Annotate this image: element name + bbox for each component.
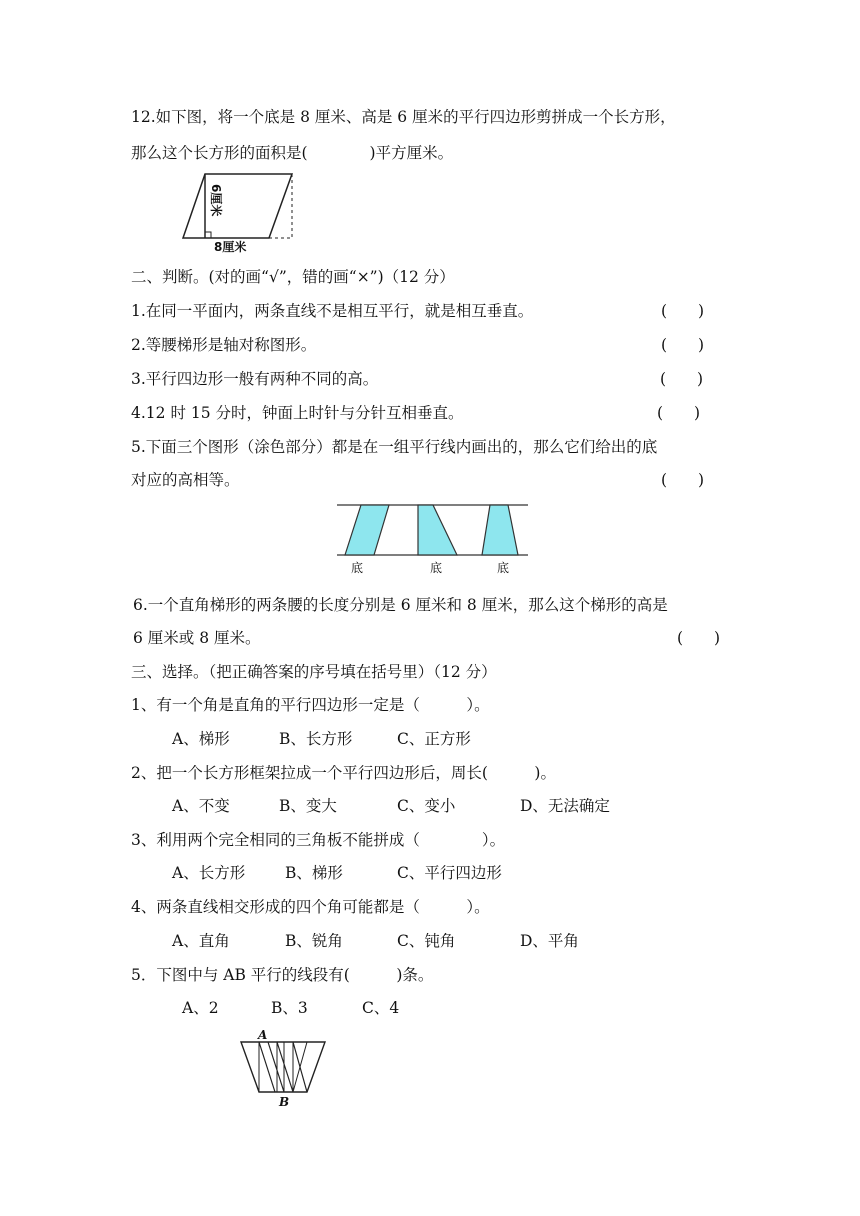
choice-1-option-a[interactable]: A、梯形 bbox=[172, 730, 230, 748]
section3-title: 三、选择。（把正确答案的序号填在括号里）（12 分） bbox=[131, 663, 497, 681]
trapezoid-segments-figure bbox=[236, 1028, 330, 1108]
point-b-label: B bbox=[279, 1095, 290, 1109]
choice-3-option-c[interactable]: C、平行四边形 bbox=[397, 864, 502, 882]
choice-5-option-c[interactable]: C、4 bbox=[362, 999, 400, 1017]
choice-2-option-c[interactable]: C、变小 bbox=[397, 797, 456, 815]
shaded-trapezoid-right bbox=[418, 505, 457, 555]
choice-question-1: 1、有一个角是直角的平行四边形一定是（ ）。 bbox=[131, 696, 490, 714]
judge-item-5-line-2: 对应的高相等。 bbox=[131, 471, 240, 489]
choice-3-option-a[interactable]: A、长方形 bbox=[172, 864, 246, 882]
choice-5-option-a[interactable]: A、2 bbox=[182, 999, 219, 1017]
q12-line-1: 12.如下图，将一个底是 8 厘米、高是 6 厘米的平行四边形剪拼成一个长方形， bbox=[131, 108, 676, 126]
segment-ab bbox=[268, 1042, 284, 1092]
choice-1-option-c[interactable]: C、正方形 bbox=[397, 730, 471, 748]
shaded-parallelogram bbox=[345, 505, 389, 555]
choice-question-2: 2、把一个长方形框架拉成一个平行四边形后，周长( )。 bbox=[131, 764, 556, 782]
outer-trapezoid bbox=[241, 1042, 325, 1092]
point-a-label: A bbox=[258, 1028, 268, 1042]
base-label-1: 底 bbox=[351, 561, 364, 575]
choice-4-option-a[interactable]: A、直角 bbox=[172, 932, 230, 950]
choice-4-option-b[interactable]: B、锐角 bbox=[285, 932, 343, 950]
judge-item-5-line-1: 5.下面三个图形（涂色部分）都是在一组平行线内画出的，那么它们给出的底 bbox=[131, 438, 658, 456]
shaded-trapezoid-isosceles bbox=[482, 505, 518, 555]
parallel-lines-figure bbox=[337, 500, 531, 578]
parallelogram-figure bbox=[180, 172, 300, 254]
choice-1-option-b[interactable]: B、长方形 bbox=[279, 730, 353, 748]
height-label: 6厘米 bbox=[209, 184, 223, 217]
judge-answer-1[interactable]: ( ) bbox=[661, 302, 705, 320]
right-angle-mark bbox=[205, 232, 211, 238]
judge-item-6-line-2: 6 厘米或 8 厘米。 bbox=[133, 629, 261, 647]
diagonal-2 bbox=[277, 1042, 293, 1092]
judge-answer-5[interactable]: ( ) bbox=[661, 471, 705, 489]
choice-5-option-b[interactable]: B、3 bbox=[271, 999, 308, 1017]
base-label-2: 底 bbox=[430, 561, 443, 575]
judge-answer-4[interactable]: ( ) bbox=[657, 404, 701, 422]
parallelogram-shape bbox=[183, 174, 292, 238]
q12-line-2: 那么这个长方形的面积是( )平方厘米。 bbox=[131, 144, 454, 162]
base-label: 8厘米 bbox=[214, 240, 247, 254]
judge-answer-3[interactable]: ( ) bbox=[660, 370, 704, 388]
choice-question-5: 5．下图中与 AB 平行的线段有( )条。 bbox=[131, 966, 434, 984]
choice-4-option-d[interactable]: D、平角 bbox=[520, 932, 579, 950]
judge-answer-2[interactable]: ( ) bbox=[661, 336, 705, 354]
judge-item-3: 3.平行四边形一般有两种不同的高。 bbox=[131, 370, 379, 388]
choice-3-option-b[interactable]: B、梯形 bbox=[285, 864, 343, 882]
choice-2-option-d[interactable]: D、无法确定 bbox=[520, 797, 610, 815]
diagonal-1 bbox=[259, 1042, 275, 1092]
judge-item-6-line-1: 6.一个直角梯形的两条腰的长度分别是 6 厘米和 8 厘米，那么这个梯形的高是 bbox=[133, 596, 668, 614]
choice-2-option-a[interactable]: A、不变 bbox=[172, 797, 230, 815]
choice-4-option-c[interactable]: C、钝角 bbox=[397, 932, 456, 950]
choice-question-4: 4、两条直线相交形成的四个角可能都是（ ）。 bbox=[131, 898, 490, 916]
judge-answer-6[interactable]: ( ) bbox=[677, 629, 721, 647]
choice-2-option-b[interactable]: B、变大 bbox=[279, 797, 337, 815]
base-label-3: 底 bbox=[497, 561, 510, 575]
choice-question-3: 3、利用两个完全相同的三角板不能拼成（ ）。 bbox=[131, 831, 506, 849]
judge-item-2: 2.等腰梯形是轴对称图形。 bbox=[131, 336, 317, 354]
judge-item-4: 4.12 时 15 分时，钟面上时针与分针互相垂直。 bbox=[131, 404, 464, 422]
section2-title: 二、判断。(对的画“√”，错的画“×”)（12 分） bbox=[131, 268, 455, 286]
judge-item-1: 1.在同一平面内，两条直线不是相互平行，就是相互垂直。 bbox=[131, 302, 534, 320]
